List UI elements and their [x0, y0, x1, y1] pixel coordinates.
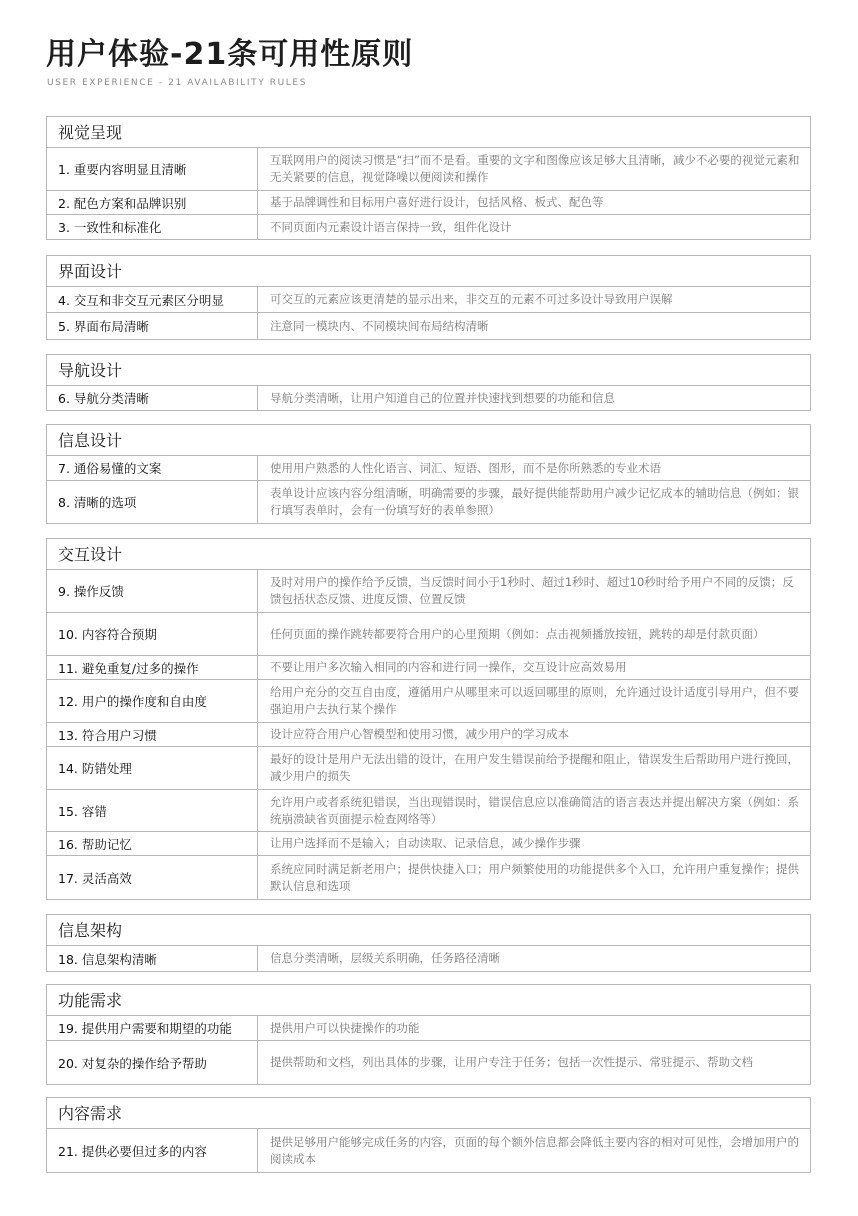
rule-description: 表单设计应该内容分组清晰，明确需要的步骤，最好提供能帮助用户减少记忆成本的辅助信息（例如：银行填写表单时，会有一份填写好的表单参照）: [270, 486, 799, 517]
rule-name: 12. 用户的操作度和自由度: [47, 680, 258, 722]
table-row: [47, 946, 810, 971]
rule-name: 18. 信息架构清晰: [47, 946, 258, 971]
page-subtitle: USER EXPERIENCE - 21 AVAILABILITY RULES: [47, 78, 308, 88]
section-functional-requirements: [46, 984, 811, 1085]
rule-description: 信息分类清晰，层级关系明确，任务路径清晰: [270, 951, 500, 965]
rule-description: 不同页面内元素设计语言保持一致，组件化设计: [270, 219, 512, 234]
table-row: [47, 747, 810, 790]
rule-name: 16. 帮助记忆: [47, 832, 258, 855]
rule-name: 14. 防错处理: [47, 747, 258, 789]
rule-description: 允许用户或者系统犯错误，当出现错误时，错误信息应以准确简洁的语言表达并提出解决方案（例如：系统崩溃缺省页面提示检查网络等）: [270, 794, 799, 826]
table-row: [47, 148, 810, 191]
rule-description: 互联网用户的阅读习惯是“扫”而不是看。重要的文字和图像应该足够大且清晰，减少不必要的视觉元素和无关紧要的信息，视觉降噪以便阅读和操作: [270, 153, 800, 184]
table-row: [47, 790, 810, 832]
rule-description: 不要让用户多次输入相同的内容和进行同一操作，交互设计应高效易用: [270, 660, 627, 674]
table-row: [47, 1016, 810, 1041]
rule-name: 9. 操作反馈: [47, 570, 258, 612]
rule-name: 11. 避免重复/过多的操作: [47, 656, 258, 679]
section-information-design: [46, 424, 811, 524]
rule-description: 提供用户可以快捷操作的功能: [270, 1020, 420, 1035]
table-row: [47, 570, 810, 613]
section-title: 交互设计: [47, 539, 810, 570]
rule-description: 使用用户熟悉的人性化语言、词汇、短语、图形，而不是你所熟悉的专业术语: [270, 460, 661, 475]
table-row: [47, 680, 810, 723]
table-row: [47, 481, 810, 523]
table-row: [47, 191, 810, 215]
section-title: 功能需求: [47, 985, 810, 1016]
section-navigation-design: [46, 354, 811, 411]
rule-name: 17. 灵活高效: [47, 856, 258, 899]
rule-description: 可交互的元素应该更清楚的显示出来，非交互的元素不可过多设计导致用户误解: [270, 292, 673, 306]
rule-name: 1. 重要内容明显且清晰: [47, 148, 258, 190]
rule-name: 10. 内容符合预期: [47, 613, 258, 655]
rule-name: 2. 配色方案和品牌识别: [47, 191, 258, 214]
rule-name: 5. 界面布局清晰: [47, 313, 258, 339]
rule-description: 提供帮助和文档，列出具体的步骤，让用户专注于任务；包括一次性提示、常驻提示、帮助文档: [270, 1055, 753, 1069]
section-title: 导航设计: [47, 355, 810, 386]
rule-name: 8. 清晰的选项: [47, 481, 258, 523]
rule-name: 15. 容错: [47, 790, 258, 831]
rule-description: 基于品牌调性和目标用户喜好进行设计，包括风格、板式、配色等: [270, 195, 604, 209]
table-row: [47, 723, 810, 747]
section-title: 信息架构: [47, 915, 810, 946]
rule-name: 20. 对复杂的操作给予帮助: [47, 1041, 258, 1084]
table-row: [47, 656, 810, 680]
rule-name: 4. 交互和非交互元素区分明显: [47, 287, 258, 312]
table-row: [47, 856, 810, 899]
rule-name: 13. 符合用户习惯: [47, 723, 258, 746]
rule-description: 提供足够用户能够完成任务的内容，页面的每个额外信息都会降低主要内容的相对可见性，会增加用户的阅读成本: [270, 1134, 799, 1166]
rule-name: 3. 一致性和标准化: [47, 215, 258, 239]
rule-description: 导航分类清晰，让用户知道自己的位置并快速找到想要的功能和信息: [270, 390, 615, 405]
section-title: 视觉呈现: [47, 117, 810, 148]
rule-name: 6. 导航分类清晰: [47, 386, 258, 410]
table-row: [47, 1041, 810, 1084]
rule-description: 注意同一模块内、不同模块间布局结构清晰: [270, 318, 489, 333]
table-row: [47, 456, 810, 481]
table-row: [47, 1129, 810, 1172]
table-row: [47, 215, 810, 239]
section-visual-presentation: [46, 116, 811, 240]
rule-description: 给用户充分的交互自由度，遵循用户从哪里来可以返回哪里的原则，允许通过设计适度引导用户，但不要强迫用户去执行某个操作: [270, 685, 799, 716]
page-title: 用户体验-21条可用性原则: [46, 37, 414, 72]
rule-description: 最好的设计是用户无法出错的设计，在用户发生错误前给予提醒和阻止，错误发生后帮助用户进行挽回，减少用户的损失: [270, 752, 799, 783]
section-interface-design: [46, 255, 811, 340]
rule-name: 19. 提供用户需要和期望的功能: [47, 1016, 258, 1040]
section-content-requirements: [46, 1097, 811, 1173]
rule-description: 及时对用户的操作给予反馈，当反馈时间小于1秒时、超过1秒时、超过10秒时给予用户不同的反馈；反馈包括状态反馈、进度反馈、位置反馈: [270, 575, 794, 606]
rule-description: 任何页面的操作跳转都要符合用户的心里预期（例如：点击视频播放按钮，跳转的却是付款页面）: [270, 626, 765, 641]
section-title: 界面设计: [47, 256, 810, 287]
section-interaction-design: [46, 538, 811, 900]
rule-description: 设计应符合用户心智模型和使用习惯，减少用户的学习成本: [270, 727, 569, 741]
section-information-architecture: [46, 914, 811, 972]
section-title: 信息设计: [47, 425, 810, 456]
table-row: [47, 386, 810, 410]
table-row: [47, 287, 810, 313]
rule-name: 7. 通俗易懂的文案: [47, 456, 258, 480]
rule-description: 系统应同时满足新老用户；提供快捷入口；用户频繁使用的功能提供多个入口，允许用户重复操作；提供默认信息和选项: [270, 861, 799, 893]
section-title: 内容需求: [47, 1098, 810, 1129]
rule-description: 让用户选择而不是输入；自动读取、记录信息，减少操作步骤: [270, 836, 581, 850]
table-row: [47, 313, 810, 339]
rule-name: 21. 提供必要但过多的内容: [47, 1129, 258, 1172]
table-row: [47, 832, 810, 856]
table-row: [47, 613, 810, 656]
